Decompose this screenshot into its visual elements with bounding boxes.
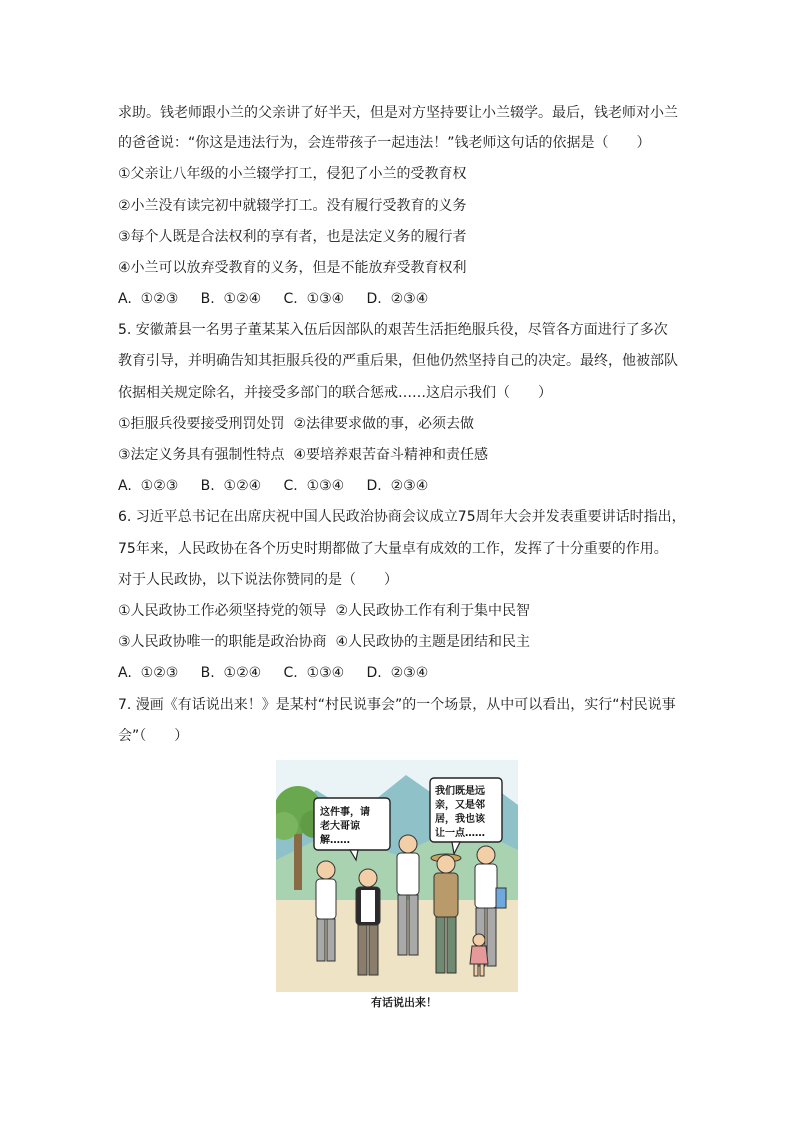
q6-text-line-1: 6. 习近平总书记在出席庆祝中国人民政治协商会议成立75周年大会并发表重要讲话时指出， bbox=[118, 509, 686, 525]
q6-text-line-2: 75年来，人民政协在各个历史时期都做了大量卓有成效的工作，发挥了十分重要的作用。 bbox=[118, 541, 668, 557]
q5-choices: A. ①②③ B. ①②④ C. ①③④ D. ②③④ bbox=[118, 478, 429, 494]
q4-option-2: ②小兰没有读完初中就辍学打工。没有履行受教育的义务 bbox=[118, 198, 467, 214]
q7-text-line-1: 7. 漫画《有话说出来！》是某村“村民说事会”的一个场景，从中可以看出，实行“村民说事 bbox=[118, 697, 676, 713]
q4-option-1: ①父亲让八年级的小兰辍学打工，侵犯了小兰的受教育权 bbox=[118, 166, 467, 182]
q6-options-2: ③人民政协唯一的职能是政治协商 ④人民政协的主题是团结和民主 bbox=[118, 634, 531, 650]
q4-option-3: ③每个人既是合法权利的享有者，也是法定义务的履行者 bbox=[118, 229, 467, 245]
bubble-left-line-3: 解…… bbox=[320, 835, 350, 846]
cartoon-illustration bbox=[276, 760, 518, 992]
q5-text-line-2: 教育引导，并明确告知其拒服兵役的严重后果，但他仍然坚持自己的决定。最终，他被部队 bbox=[118, 353, 678, 369]
cartoon-caption: 有话说出来！ bbox=[371, 996, 437, 1009]
q5-text-line-1: 5. 安徽萧县一名男子董某某入伍后因部队的艰苦生活拒绝服兵役，尽管各方面进行了多次 bbox=[118, 322, 668, 338]
bubble-left-line-2: 老大哥谅 bbox=[320, 821, 360, 832]
q5-text-line-3: 依据相关规定除名，并接受多部门的联合惩戒……这启示我们（ ） bbox=[118, 385, 552, 401]
q6-options-1: ①人民政协工作必须坚持党的领导 ②人民政协工作有利于集中民智 bbox=[118, 603, 531, 619]
q7-text-line-2: 会”（ ） bbox=[118, 728, 189, 744]
q6-choices: A. ①②③ B. ①②④ C. ①③④ D. ②③④ bbox=[118, 665, 429, 681]
bubble-right-line-4: 让一点…… bbox=[435, 828, 485, 839]
q6-text-line-3: 对于人民政协，以下说法你赞同的是（ ） bbox=[118, 572, 398, 588]
q4-text-line-2: 的爸爸说：“你这是违法行为，会连带孩子一起违法！”钱老师这句话的依据是（ ） bbox=[118, 135, 651, 151]
bubble-right-line-3: 居，我也该 bbox=[435, 814, 485, 825]
q4-option-4: ④小兰可以放弃受教育的义务，但是不能放弃受教育权利 bbox=[118, 260, 467, 276]
q5-options-1: ①拒服兵役要接受刑罚处罚 ②法律要求做的事，必须去做 bbox=[118, 416, 475, 432]
bubble-right-line-2: 亲，又是邻 bbox=[435, 800, 485, 811]
bubble-right-line-1: 我们既是远 bbox=[435, 786, 485, 797]
bubble-left-line-1: 这件事，请 bbox=[320, 807, 370, 818]
q5-options-2: ③法定义务具有强制性特点 ④要培养艰苦奋斗精神和责任感 bbox=[118, 447, 489, 463]
q4-choices: A. ①②③ B. ①②④ C. ①③④ D. ②③④ bbox=[118, 291, 429, 307]
q4-text-line-1: 求助。钱老师跟小兰的父亲讲了好半天，但是对方坚持要让小兰辍学。最后，钱老师对小兰 bbox=[118, 105, 678, 121]
